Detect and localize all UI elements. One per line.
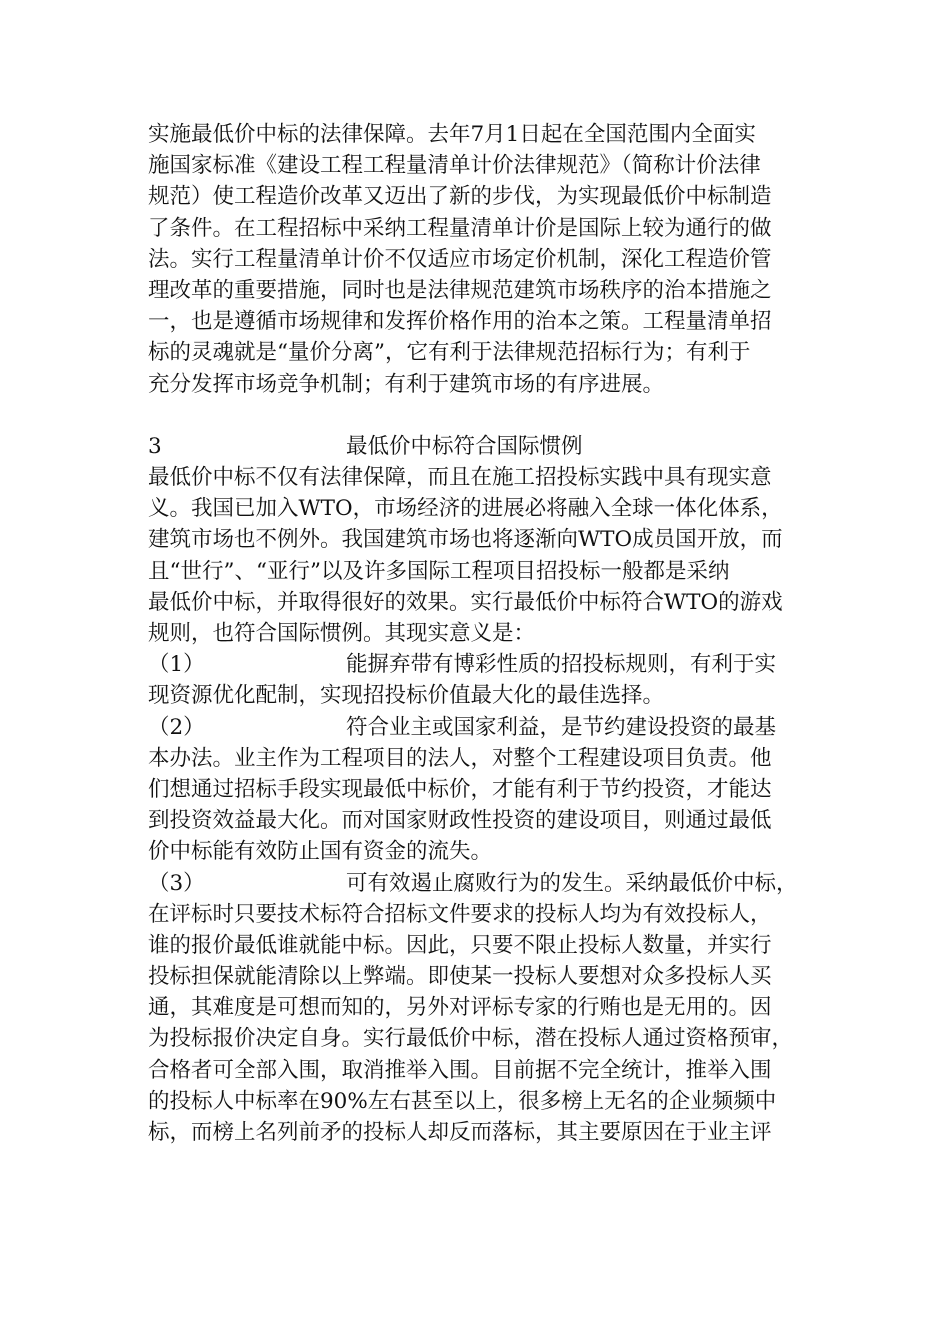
text-line: 最低价中标不仅有法律保障，而且在施工招投标实践中具有现实意 — [148, 465, 772, 491]
text-line: 施国家标准《建设工程工程量清单计价法律规范》（简称计价法律 — [148, 153, 761, 179]
list-item-3 — [148, 868, 808, 1149]
text-line: 通，其难度是可想而知的，另外对评标专家的行贿也是无用的。因 — [148, 995, 772, 1021]
text-line: 标，而榜上名列前矛的投标人却反而落标，其主要原因在于业主评 — [148, 1120, 772, 1145]
section-number: 3 — [148, 433, 162, 459]
list-item-text: 能摒弃带有博彩性质的招投标规则，有利于实 — [346, 652, 777, 678]
text-line: 在评标时只要技术标符合招标文件要求的投标人均为有效投标人， — [148, 901, 772, 927]
document-body — [148, 119, 808, 1148]
text-line: 义。我国已加入WTO，市场经济的进展必将融入全球一体化体系， — [148, 496, 783, 522]
text-line: 到投资效益最大化。而对国家财政性投资的建设项目，则通过最低 — [148, 808, 772, 834]
list-item-1 — [148, 649, 808, 711]
list-item-number: （2） — [148, 714, 205, 740]
text-line: 的投标人中标率在90%左右甚至以上，很多榜上无名的企业频频中 — [148, 1088, 777, 1114]
text-line: 本办法。业主作为工程项目的法人，对整个工程建设项目负责。他 — [148, 745, 772, 771]
paragraph-legal-guarantee — [148, 119, 808, 400]
list-item-first-line — [148, 712, 808, 743]
paragraph-international-practice — [148, 462, 808, 649]
text-line: 充分发挥市场竞争机制；有利于建筑市场的有序进展。 — [148, 371, 665, 397]
text-line: 且“世行”、“亚行”以及许多国际工程项目招投标一般都是采纳 — [148, 558, 730, 584]
text-line: 建筑市场也不例外。我国建筑市场也将逐渐向WTO成员国开放，而 — [148, 527, 783, 553]
text-line: 标的灵魂就是“量价分离”，它有利于法律规范招标行为；有利于 — [148, 340, 751, 366]
text-line: 一，也是遵循市场规律和发挥价格作用的治本之策。工程量清单招 — [148, 309, 772, 335]
text-line: 理改革的重要措施，同时也是法律规范建筑市场秩序的治本措施之 — [148, 277, 772, 303]
list-item-text: 符合业主或国家利益，是节约建设投资的最基 — [346, 714, 777, 740]
list-item-2 — [148, 712, 808, 868]
section-title: 最低价中标符合国际惯例 — [346, 433, 583, 459]
paragraph-gap — [148, 400, 808, 431]
text-line: 规则，也符合国际惯例。其现实意义是： — [148, 621, 536, 646]
text-line: 现资源优化配制，实现招投标价值最大化的最佳选择。 — [148, 683, 665, 709]
text-line: 谁的报价最低谁就能中标。因此，只要不限止投标人数量，并实行 — [148, 932, 772, 958]
text-line: 规范）使工程造价改革又迈出了新的步伐，为实现最低价中标制造 — [148, 184, 772, 210]
text-line: 们想通过招标手段实现最低中标价，才能有利于节约投资，才能达 — [148, 776, 772, 802]
section-heading — [148, 431, 808, 462]
text-line: 合格者可全部入围，取消推举入围。目前据不完全统计，推举入围 — [148, 1057, 772, 1083]
text-line: 实施最低价中标的法律保障。去年7月1日起在全国范围内全面实 — [148, 122, 756, 147]
text-line: 最低价中标，并取得很好的效果。实行最低价中标符合WTO的游戏 — [148, 589, 783, 615]
list-item-first-line — [148, 868, 808, 899]
text-line: 法。实行工程量清单计价不仅适应市场定价机制，深化工程造价管 — [148, 246, 772, 272]
text-line: 价中标能有效防止国有资金的流失。 — [148, 839, 493, 865]
list-item-text: 可有效遏止腐败行为的发生。采纳最低价中标， — [346, 870, 798, 896]
text-line: 为投标报价决定自身。实行最低价中标，潜在投标人通过资格预审， — [148, 1026, 794, 1052]
text-line: 了条件。在工程招标中采纳工程量清单计价是国际上较为通行的做 — [148, 215, 772, 241]
list-item-first-line — [148, 649, 808, 680]
list-item-number: （3） — [148, 870, 205, 896]
text-line: 投标担保就能清除以上弊端。即使某一投标人要想对众多投标人买 — [148, 964, 772, 990]
list-item-number: （1） — [148, 652, 205, 678]
